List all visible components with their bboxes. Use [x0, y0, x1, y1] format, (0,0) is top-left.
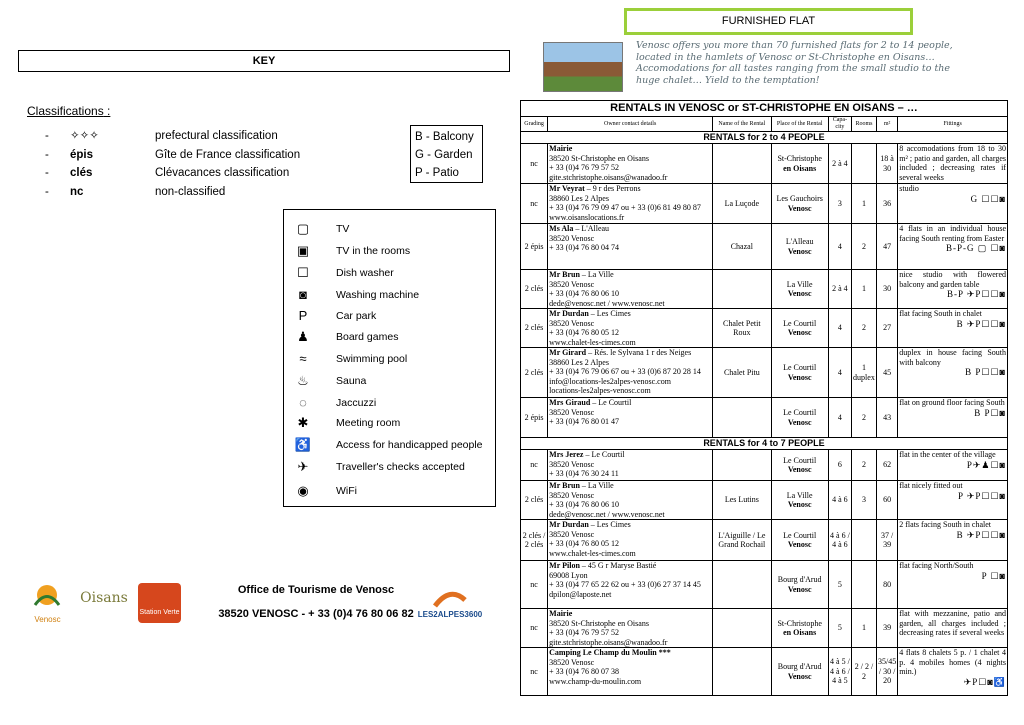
- area-cell: 27: [876, 309, 897, 348]
- place-name: Le Courtil: [783, 455, 817, 465]
- owner-contact-line: 38520 Venosc: [549, 657, 595, 667]
- place-village: Venosc: [787, 203, 812, 213]
- furnished-flat-badge: FURNISHED FLAT: [624, 8, 913, 35]
- legend-label: Access for handicapped people: [336, 439, 483, 451]
- rooms-cell: [851, 520, 876, 561]
- key-title: KEY: [18, 50, 510, 72]
- owner-cell: [548, 398, 713, 438]
- owner-contact-line: www.oisanslocations.fr: [549, 212, 625, 222]
- place-cell: [771, 648, 828, 696]
- fittings-icons: B-P-G ▢ ☐◙: [945, 243, 1006, 253]
- fittings-cell: [898, 609, 1008, 648]
- fittings-icons: B P☐☐◙: [965, 367, 1006, 377]
- fittings-text: 2 flats facing South in chalet: [899, 520, 992, 529]
- fittings-cell: [898, 648, 1008, 696]
- grading-cell: 2 clés: [521, 309, 548, 348]
- owner-cell: [548, 270, 713, 309]
- capacity-cell: 4: [828, 348, 851, 398]
- handicapped-access-icon: ♿: [294, 437, 312, 452]
- owner-contact-line: info@locations-les2alpes-venosc.com: [549, 376, 671, 386]
- legend-label: Meeting room: [336, 417, 401, 429]
- place-name: Bourg d'Arud: [777, 662, 822, 671]
- place-name: Le Courtil: [783, 318, 817, 328]
- owner-name: Mairie: [549, 144, 573, 153]
- car-park-icon: P: [298, 308, 308, 323]
- rental-name-cell: [713, 144, 771, 184]
- fittings-text: flat nicely fitted out: [899, 481, 963, 490]
- fittings-text: flat on ground floor facing South: [899, 398, 1005, 407]
- column-header: Rooms: [851, 117, 876, 132]
- fittings-icons: B ✈P☐☐◙: [956, 318, 1006, 329]
- intro-text: Venosc offers you more than 70 furnished flats for 2 to 14 people, located in the hamlets of Venosc or St-Christophe en Oisans… Accomodations for all tastes ranging from the small studio to the huge chalet… Yield to the temptation!: [636, 40, 953, 86]
- owner-street: – L'Alleau: [573, 224, 610, 233]
- fittings-cell: [898, 520, 1008, 561]
- legend-label: Traveller's checks accepted: [336, 461, 465, 473]
- grading-cell: nc: [521, 184, 548, 224]
- grading-cell: nc: [521, 648, 548, 696]
- owner-name: Mr Durdan: [549, 309, 589, 318]
- legend-label: Car park: [336, 310, 377, 322]
- place-name: La Ville: [786, 490, 813, 500]
- owner-cell: [548, 348, 713, 398]
- fittings-text: studio: [899, 184, 919, 193]
- rental-name-cell: [713, 648, 771, 696]
- washing-machine-icon: ◙: [299, 287, 307, 302]
- rental-name-cell: Chalet Petit Roux: [713, 309, 771, 348]
- classifications-heading: [27, 104, 110, 118]
- owner-name: Mr Girard: [549, 348, 587, 357]
- place-village: Venosc: [787, 289, 812, 298]
- owner-contact-line: gite.stchristophe.oisans@wanadoo.fr: [549, 172, 668, 182]
- place-cell: [771, 520, 828, 561]
- meeting-room-icon: ✱: [297, 415, 309, 430]
- rentals-table: [520, 100, 1008, 696]
- place-village: Venosc: [787, 372, 812, 382]
- capacity-cell: 5: [828, 609, 851, 648]
- grading-cell: 2 clés: [521, 348, 548, 398]
- fittings-text: 8 accomodations from 18 to 30 m² ; patio and garden, all charges included ; decreasing rates if several weeks: [899, 144, 1006, 182]
- les2alpes-logo: LES2ALPES3600: [415, 590, 485, 622]
- owner-name: Ms Ala: [549, 224, 574, 233]
- place-village: Venosc: [787, 465, 812, 474]
- rental-row: [521, 648, 1008, 696]
- owner-cell: [548, 309, 713, 348]
- capacity-cell: 4: [828, 224, 851, 270]
- rooms-cell: 2: [851, 450, 876, 481]
- rooms-cell: [851, 561, 876, 609]
- classification-desc: Clévacances classification: [155, 167, 290, 179]
- fittings-icons: B ✈P☐☐◙: [956, 529, 1006, 540]
- grading-cell: 2 clés / 2 clés: [521, 520, 548, 561]
- capacity-cell: 2 à 4: [828, 270, 851, 309]
- fittings-icons: B P☐◙: [974, 407, 1006, 418]
- place-name: Le Courtil: [783, 408, 817, 417]
- section-4-7-people: RENTALS for 4 to 7 PEOPLE: [521, 438, 1008, 450]
- place-cell: [771, 481, 828, 520]
- rental-row: [521, 309, 1008, 348]
- capacity-cell: 2 à 4: [828, 144, 851, 184]
- place-cell: [771, 348, 828, 398]
- legend-label: Board games: [336, 331, 399, 343]
- owner-name: Camping Le Champ du Moulin ***: [549, 648, 671, 657]
- owner-street: – Le Courtil: [590, 398, 632, 407]
- owner-name: Mr Veyrat: [549, 184, 585, 193]
- grading-cell: nc: [521, 144, 548, 184]
- place-village: Venosc: [787, 584, 812, 594]
- place-cell: [771, 561, 828, 609]
- place-cell: [771, 270, 828, 309]
- place-cell: [771, 184, 828, 224]
- facilities-box: [410, 125, 483, 183]
- fittings-text: nice studio with flowered balcony and garden table: [899, 270, 1006, 289]
- classification-code: épis: [70, 148, 94, 161]
- place-cell: [771, 398, 828, 438]
- owner-contact-line: www.chalet-les-cimes.com: [549, 548, 636, 558]
- owner-cell: [548, 648, 713, 696]
- owner-name: Mrs Jerez: [549, 450, 584, 459]
- classification-dash: -: [45, 185, 49, 198]
- place-village: Venosc: [787, 328, 812, 337]
- owner-contact-line: gite.stchristophe.oisans@wanadoo.fr: [549, 637, 668, 647]
- place-cell: [771, 609, 828, 648]
- rental-row: [521, 348, 1008, 398]
- owner-contact-line: + 33 (0)4 76 80 07 38: [549, 667, 619, 676]
- tv-icon: ▢: [296, 221, 310, 236]
- rental-name-cell: [713, 561, 771, 609]
- fittings-text: flat with mezzanine, patio and garden, all charges included ; decreasing rates if several weeks: [899, 609, 1006, 637]
- station-verte-logo: Station Verte: [138, 583, 181, 623]
- owner-cell: [548, 561, 713, 609]
- place-name: St-Christophe: [777, 154, 822, 163]
- owner-contact-line: dpilon@laposte.net: [549, 589, 612, 599]
- classification-desc: non-classified: [155, 185, 226, 198]
- fittings-icons: P ✈P☐☐◙: [957, 490, 1006, 501]
- owner-name: Mrs Giraud: [549, 398, 591, 407]
- capacity-cell: 4 à 6 / 4 à 6: [828, 520, 851, 561]
- owner-contact-line: + 33 (0)4 76 80 06 10: [549, 289, 619, 298]
- capacity-cell: 5: [828, 561, 851, 609]
- rooms-cell: [851, 144, 876, 184]
- facility-garden: G - Garden: [415, 149, 473, 161]
- owner-street: – La Ville: [579, 270, 614, 279]
- fittings-cell: [898, 348, 1008, 398]
- place-village: Venosc: [787, 671, 812, 681]
- owner-contact-line: dede@venosc.net / www.venosc.net: [549, 298, 665, 308]
- fittings-cell: [898, 309, 1008, 348]
- rooms-cell: 1: [851, 609, 876, 648]
- owner-contact-line: + 33 (0)4 76 30 24 11: [549, 469, 619, 478]
- office-title: Office de Tourisme de Venosc: [237, 584, 395, 596]
- owner-contact-line: + 33 (0)4 76 80 05 12: [549, 539, 619, 548]
- place-cell: [771, 309, 828, 348]
- area-cell: 47: [876, 224, 897, 270]
- owner-contact-line: + 33 (0)4 76 80 06 10: [549, 500, 619, 509]
- capacity-cell: 6: [828, 450, 851, 481]
- owner-contact-line: 38520 Venosc: [549, 233, 595, 243]
- owner-contact-line: + 33 (0)4 76 79 57 52: [549, 163, 619, 172]
- classification-desc: Gîte de France classification: [155, 148, 301, 161]
- rental-row: [521, 481, 1008, 520]
- legend-label: WiFi: [336, 485, 357, 497]
- classification-dash: -: [45, 130, 49, 142]
- fittings-icons: P✈♟☐◙: [966, 459, 1006, 470]
- venosc-logo: Venosc: [25, 583, 70, 623]
- rental-name-cell: Chalet Pitu: [713, 348, 771, 398]
- place-cell: [771, 144, 828, 184]
- owner-contact-line: locations-les2alpes-venosc.com: [549, 386, 651, 395]
- owner-contact-line: 38520 Venosc: [549, 529, 595, 539]
- area-cell: 62: [876, 450, 897, 481]
- column-header: Fittings: [898, 117, 1008, 132]
- fittings-icons: ✈P☐◙♿: [963, 676, 1006, 687]
- area-cell: 43: [876, 398, 897, 438]
- rental-row: [521, 270, 1008, 309]
- owner-contact-line: www.champ-du-moulin.com: [549, 676, 642, 686]
- owner-street: – Rés. le Sylvana 1 r des Neiges: [586, 348, 692, 357]
- owner-street: – Les Cimes: [588, 520, 631, 529]
- column-header: Place of the Rental: [771, 117, 828, 132]
- rooms-cell: 1: [851, 270, 876, 309]
- owner-cell: [548, 481, 713, 520]
- rental-name-cell: [713, 270, 771, 309]
- fittings-icons: B-P ✈P☐☐◙: [946, 289, 1006, 299]
- facility-patio: P - Patio: [415, 167, 459, 179]
- area-cell: 30: [876, 270, 897, 309]
- grading-cell: nc: [521, 450, 548, 481]
- place-village: Venosc: [787, 246, 812, 256]
- owner-name: Mr Brun: [549, 270, 580, 279]
- area-cell: 37 / 39: [876, 520, 897, 561]
- place-name: St-Christophe: [777, 618, 822, 628]
- rooms-cell: 2: [851, 224, 876, 270]
- area-cell: 35/45 / 30 / 20: [876, 648, 897, 696]
- column-header: m²: [876, 117, 897, 132]
- legend-label: TV in the rooms: [336, 245, 411, 257]
- column-header: Owner contact details: [548, 117, 713, 132]
- classification-dash: -: [45, 167, 49, 179]
- grading-cell: 2 clés: [521, 270, 548, 309]
- rooms-cell: 3: [851, 481, 876, 520]
- rental-name-cell: [713, 398, 771, 438]
- column-header: Capa-city: [828, 117, 851, 132]
- owner-contact-line: 38520 Venosc: [549, 279, 595, 289]
- place-village: Venosc: [787, 417, 812, 427]
- section-2-4-people: RENTALS for 2 to 4 PEOPLE: [521, 132, 1008, 144]
- legend-label: Jaccuzzi: [336, 397, 377, 409]
- fittings-cell: [898, 270, 1008, 309]
- rental-row: [521, 609, 1008, 648]
- classifications-title: Classifications: [27, 104, 104, 118]
- grading-cell: nc: [521, 609, 548, 648]
- classification-dash: -: [45, 148, 49, 161]
- rental-row: [521, 184, 1008, 224]
- rooms-cell: 2: [851, 398, 876, 438]
- area-cell: 18 à 30: [876, 144, 897, 184]
- owner-cell: [548, 224, 713, 270]
- owner-cell: [548, 609, 713, 648]
- grading-cell: 2 épis: [521, 224, 548, 270]
- grading-cell: nc: [521, 561, 548, 609]
- owner-contact-line: 38520 St-Christophe en Oisans: [549, 618, 649, 628]
- owner-cell: [548, 450, 713, 481]
- rooms-cell: 1: [851, 184, 876, 224]
- rental-row: [521, 144, 1008, 184]
- place-name: Le Courtil: [783, 363, 817, 372]
- place-village: Venosc: [787, 540, 812, 549]
- rental-row: [521, 561, 1008, 609]
- chalet-photo: [543, 42, 623, 92]
- classification-code: ✧✧✧: [70, 130, 99, 142]
- area-cell: 39: [876, 609, 897, 648]
- owner-cell: [548, 184, 713, 224]
- classification-code: clés: [70, 167, 93, 179]
- rental-name-cell: La Luçode: [713, 184, 771, 224]
- legend-label: Swimming pool: [336, 353, 408, 365]
- fittings-text: flat facing South in chalet: [899, 309, 982, 318]
- fittings-cell: [898, 184, 1008, 224]
- place-name: Le Courtil: [783, 530, 817, 540]
- rental-name-cell: Chazal: [713, 224, 771, 270]
- owner-street: – Les Cimes: [588, 309, 631, 318]
- place-village: en Oisans: [783, 163, 817, 173]
- fittings-text: 4 flats 8 chalets 5 p. / 1 chalet 4 p. 4 mobiles homes (4 nights min.): [899, 648, 1006, 676]
- owner-contact-line: + 33 (0)4 76 79 06 67 ou + 33 (0)6 87 20 28 14: [549, 367, 701, 376]
- place-cell: [771, 224, 828, 270]
- dishwasher-icon: ☐: [297, 265, 309, 280]
- fittings-icons: P ☐◙: [981, 570, 1006, 581]
- area-cell: 60: [876, 481, 897, 520]
- owner-contact-line: 38520 Venosc: [549, 490, 595, 500]
- rental-name-cell: [713, 609, 771, 648]
- tv-rooms-icon: ▣: [296, 243, 310, 258]
- classification-desc: prefectural classification: [155, 130, 278, 142]
- owner-contact-line: + 33 (0)4 76 80 04 74: [549, 243, 619, 252]
- capacity-cell: 4 à 6: [828, 481, 851, 520]
- fittings-text: 4 flats in an individual house facing South renting from Easter: [899, 224, 1006, 243]
- owner-contact-line: 38860 Les 2 Alpes: [549, 357, 609, 367]
- owner-name: Mr Brun: [549, 481, 580, 490]
- legend-label: Sauna: [336, 375, 367, 387]
- owner-street: – Le Courtil: [583, 450, 625, 459]
- classification-code: nc: [70, 185, 84, 198]
- wifi-icon: ◉: [297, 483, 309, 498]
- grading-cell: 2 clés: [521, 481, 548, 520]
- owner-contact-line: + 33 (0)4 76 80 05 12: [549, 328, 619, 337]
- fittings-cell: [898, 481, 1008, 520]
- rooms-cell: 2 / 2 / 2: [851, 648, 876, 696]
- rental-row: [521, 398, 1008, 438]
- owner-cell: [548, 144, 713, 184]
- capacity-cell: 4 à 5 / 4 à 6 / 4 à 5: [828, 648, 851, 696]
- legend-box: [283, 209, 496, 507]
- owner-contact-line: + 33 (0)4 76 79 09 47 ou + 33 (0)6 81 49 80 87: [549, 203, 701, 212]
- rentals-table-title: RENTALS IN VENOSC or ST-CHRISTOPHE EN OISANS – …: [521, 101, 1008, 117]
- fittings-text: flat in the center of the village: [899, 450, 996, 459]
- owner-street: – 45 G r Maryse Bastié: [579, 561, 657, 570]
- place-name: Bourg d'Arud: [777, 575, 822, 584]
- place-name: La Ville: [786, 279, 813, 289]
- owner-street: – 9 r des Perrons: [584, 184, 641, 193]
- jacuzzi-icon: ◌: [299, 395, 307, 410]
- owner-contact-line: 38520 Venosc: [549, 459, 595, 469]
- fittings-cell: [898, 224, 1008, 270]
- rental-name-cell: Les Lutins: [713, 481, 771, 520]
- area-cell: 45: [876, 348, 897, 398]
- place-village: en Oisans: [783, 628, 817, 637]
- rental-row: [521, 450, 1008, 481]
- owner-contact-line: dede@venosc.net / www.venosc.net: [549, 509, 665, 519]
- fittings-cell: [898, 398, 1008, 438]
- owner-contact-line: + 33 (0)4 76 80 01 47: [549, 417, 619, 426]
- fittings-cell: [898, 561, 1008, 609]
- grading-cell: 2 épis: [521, 398, 548, 438]
- owner-contact-line: 69008 Lyon: [549, 570, 588, 580]
- legend-label: Washing machine: [336, 289, 420, 301]
- office-address: 38520 VENOSC - + 33 (0)4 76 80 06 82: [218, 608, 414, 620]
- place-name: L'Alleau: [785, 237, 814, 246]
- owner-contact-line: www.chalet-les-cimes.com: [549, 337, 636, 347]
- owner-name: Mr Durdan: [549, 520, 589, 529]
- legend-label: TV: [336, 223, 350, 235]
- area-cell: 36: [876, 184, 897, 224]
- facility-balcony: B - Balcony: [415, 131, 474, 143]
- column-header-row: [521, 117, 1008, 132]
- owner-street: – La Ville: [579, 481, 614, 490]
- rooms-cell: 2: [851, 309, 876, 348]
- capacity-cell: 3: [828, 184, 851, 224]
- owner-cell: [548, 520, 713, 561]
- classifications-colon: :: [103, 104, 111, 118]
- ancv-icon: ✈: [297, 459, 309, 474]
- fittings-text: flat facing North/South: [899, 561, 974, 570]
- owner-name: Mairie: [549, 609, 573, 618]
- owner-contact-line: + 33 (0)4 76 79 57 52: [549, 628, 619, 637]
- owner-contact-line: 38520 Venosc: [549, 407, 595, 417]
- rental-row: [521, 520, 1008, 561]
- owner-contact-line: + 33 (0)4 77 65 22 62 ou + 33 (0)6 27 37 14 45: [549, 580, 701, 589]
- fittings-icons: G ☐☐◙: [970, 193, 1006, 204]
- owner-name: Mr Pilon: [549, 561, 580, 570]
- place-name: Les Gauchoirs: [776, 194, 823, 203]
- rental-row: [521, 224, 1008, 270]
- rental-name-cell: L'Aiguille / Le Grand Rochail: [713, 520, 771, 561]
- place-village: Venosc: [787, 500, 812, 509]
- owner-contact-line: 38520 Venosc: [549, 318, 595, 328]
- column-header: Name of the Rental: [713, 117, 771, 132]
- fittings-text: duplex in house facing South with balcony: [899, 348, 1006, 367]
- rental-name-cell: [713, 450, 771, 481]
- sauna-icon: ♨: [297, 373, 309, 388]
- board-games-icon: ♟: [297, 329, 309, 344]
- area-cell: 80: [876, 561, 897, 609]
- owner-contact-line: 38520 St-Christophe en Oisans: [549, 153, 649, 163]
- fittings-cell: [898, 450, 1008, 481]
- rooms-cell: 1 duplex: [851, 348, 876, 398]
- owner-contact-line: 38860 Les 2 Alpes: [549, 193, 609, 203]
- swimming-pool-icon: ≈: [299, 351, 307, 366]
- oisans-logo: Oisans: [80, 590, 128, 606]
- capacity-cell: 4: [828, 309, 851, 348]
- place-cell: [771, 450, 828, 481]
- capacity-cell: 4: [828, 398, 851, 438]
- legend-label: Dish washer: [336, 267, 394, 279]
- column-header: Grading: [521, 117, 548, 132]
- fittings-cell: [898, 144, 1008, 184]
